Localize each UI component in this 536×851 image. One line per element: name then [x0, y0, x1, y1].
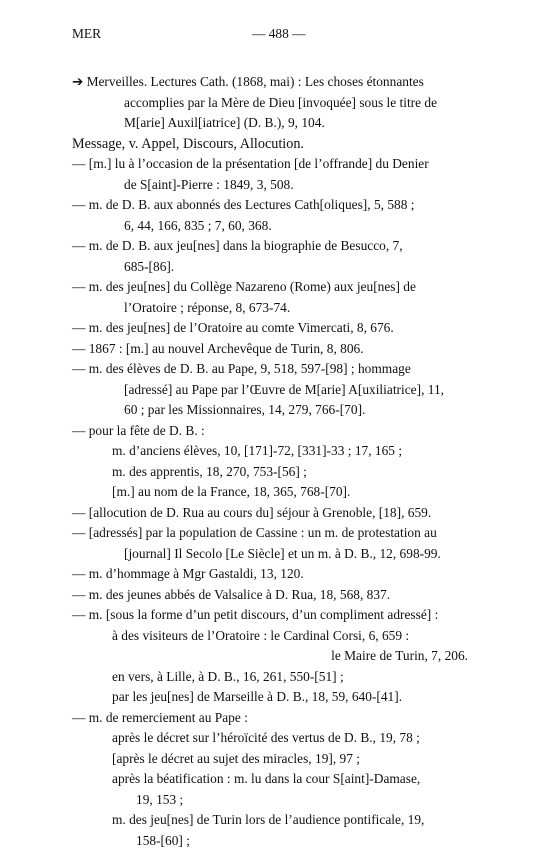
text-line: 158-[60] ; [72, 831, 468, 851]
subentry [72, 318, 468, 339]
text-line: — m. de D. B. aux jeu[nes] dans la biographie de Besucco, 7, [72, 236, 468, 257]
text-line: le Maire de Turin, 7, 206. [72, 646, 468, 667]
text-line: — m. des jeu[nes] du Collège Nazareno (Rome) aux jeu[nes] de [72, 277, 468, 298]
text-line: — m. d’hommage à Mgr Gastaldi, 13, 120. [72, 564, 468, 585]
text-line: — m. de remerciement au Pape : [72, 708, 468, 729]
text-line: — m. des jeu[nes] de l’Oratoire au comte Vimercati, 8, 676. [72, 318, 468, 339]
subentry [72, 708, 468, 851]
subentry [72, 503, 468, 524]
entry-merveilles [72, 72, 468, 134]
entry-message [72, 134, 468, 155]
index-body [72, 72, 468, 851]
text-line: [journal] Il Secolo [Le Siècle] et un m. à D. B., 12, 698-99. [72, 544, 468, 565]
text-line: 685-[86]. [72, 257, 468, 278]
text-line: à des visiteurs de l’Oratoire : le Cardinal Corsi, 6, 659 : [72, 626, 468, 647]
text-line: 6, 44, 166, 835 ; 7, 60, 368. [72, 216, 468, 237]
entry-heading: Message, v. Appel, Discours, Allocution. [72, 134, 468, 155]
subentry [72, 339, 468, 360]
text-line: en vers, à Lille, à D. B., 16, 261, 550-[51] ; [72, 667, 468, 688]
text-line: après la béatification : m. lu dans la cour S[aint]-Damase, [72, 769, 468, 790]
page-number: — 488 — [252, 24, 306, 45]
text-line: m. des apprentis, 18, 270, 753-[56] ; [72, 462, 468, 483]
subentry [72, 236, 468, 277]
text-line: 60 ; par les Missionnaires, 14, 279, 766-[70]. [72, 400, 468, 421]
text-line: — [adressés] par la population de Cassine : un m. de protestation au [72, 523, 468, 544]
text-line: — m. [sous la forme d’un petit discours, d’un compliment adressé] : [72, 605, 468, 626]
subentry [72, 564, 468, 585]
text-line: l’Oratoire ; réponse, 8, 673-74. [72, 298, 468, 319]
text-line: M[arie] Auxil[iatrice] (D. B.), 9, 104. [72, 113, 468, 134]
text-line: — 1867 : [m.] au nouvel Archevêque de Turin, 8, 806. [72, 339, 468, 360]
text-line: 19, 153 ; [72, 790, 468, 811]
running-header [72, 24, 466, 44]
subentry [72, 421, 468, 503]
subentry [72, 277, 468, 318]
text-line: [adressé] au Pape par l’Œuvre de M[arie] A[uxiliatrice], 11, [72, 380, 468, 401]
subentry [72, 523, 468, 564]
text-line: de S[aint]-Pierre : 1849, 3, 508. [72, 175, 468, 196]
subentry [72, 154, 468, 195]
subentry [72, 359, 468, 421]
text-line: — m. de D. B. aux abonnés des Lectures Cath[oliques], 5, 588 ; [72, 195, 468, 216]
subentry [72, 195, 468, 236]
text-line: — m. des élèves de D. B. au Pape, 9, 518, 597-[98] ; hommage [72, 359, 468, 380]
text-line: — [m.] lu à l’occasion de la présentation [de l’offrande] du Denier [72, 154, 468, 175]
subentry [72, 585, 468, 606]
text-line: — m. des jeunes abbés de Valsalice à D. Rua, 18, 568, 837. [72, 585, 468, 606]
text-line: — pour la fête de D. B. : [72, 421, 468, 442]
text-line: [m.] au nom de la France, 18, 365, 768-[70]. [72, 482, 468, 503]
header-section: MER [72, 24, 101, 45]
text-line: par les jeu[nes] de Marseille à D. B., 18, 59, 640-[41]. [72, 687, 468, 708]
text-line: [après le décret au sujet des miracles, 19], 97 ; [72, 749, 468, 770]
text-line: ➔ Merveilles. Lectures Cath. (1868, mai) : Les choses étonnantes [72, 72, 468, 93]
text-line: m. des jeu[nes] de Turin lors de l’audience pontificale, 19, [72, 810, 468, 831]
text-line: accomplies par la Mère de Dieu [invoquée] sous le titre de [72, 93, 468, 114]
subentry [72, 605, 468, 708]
text-line: après le décret sur l’héroïcité des vertus de D. B., 19, 78 ; [72, 728, 468, 749]
text-line: m. d’anciens élèves, 10, [171]-72, [331]-33 ; 17, 165 ; [72, 441, 468, 462]
text-line: — [allocution de D. Rua au cours du] séjour à Grenoble, [18], 659. [72, 503, 468, 524]
